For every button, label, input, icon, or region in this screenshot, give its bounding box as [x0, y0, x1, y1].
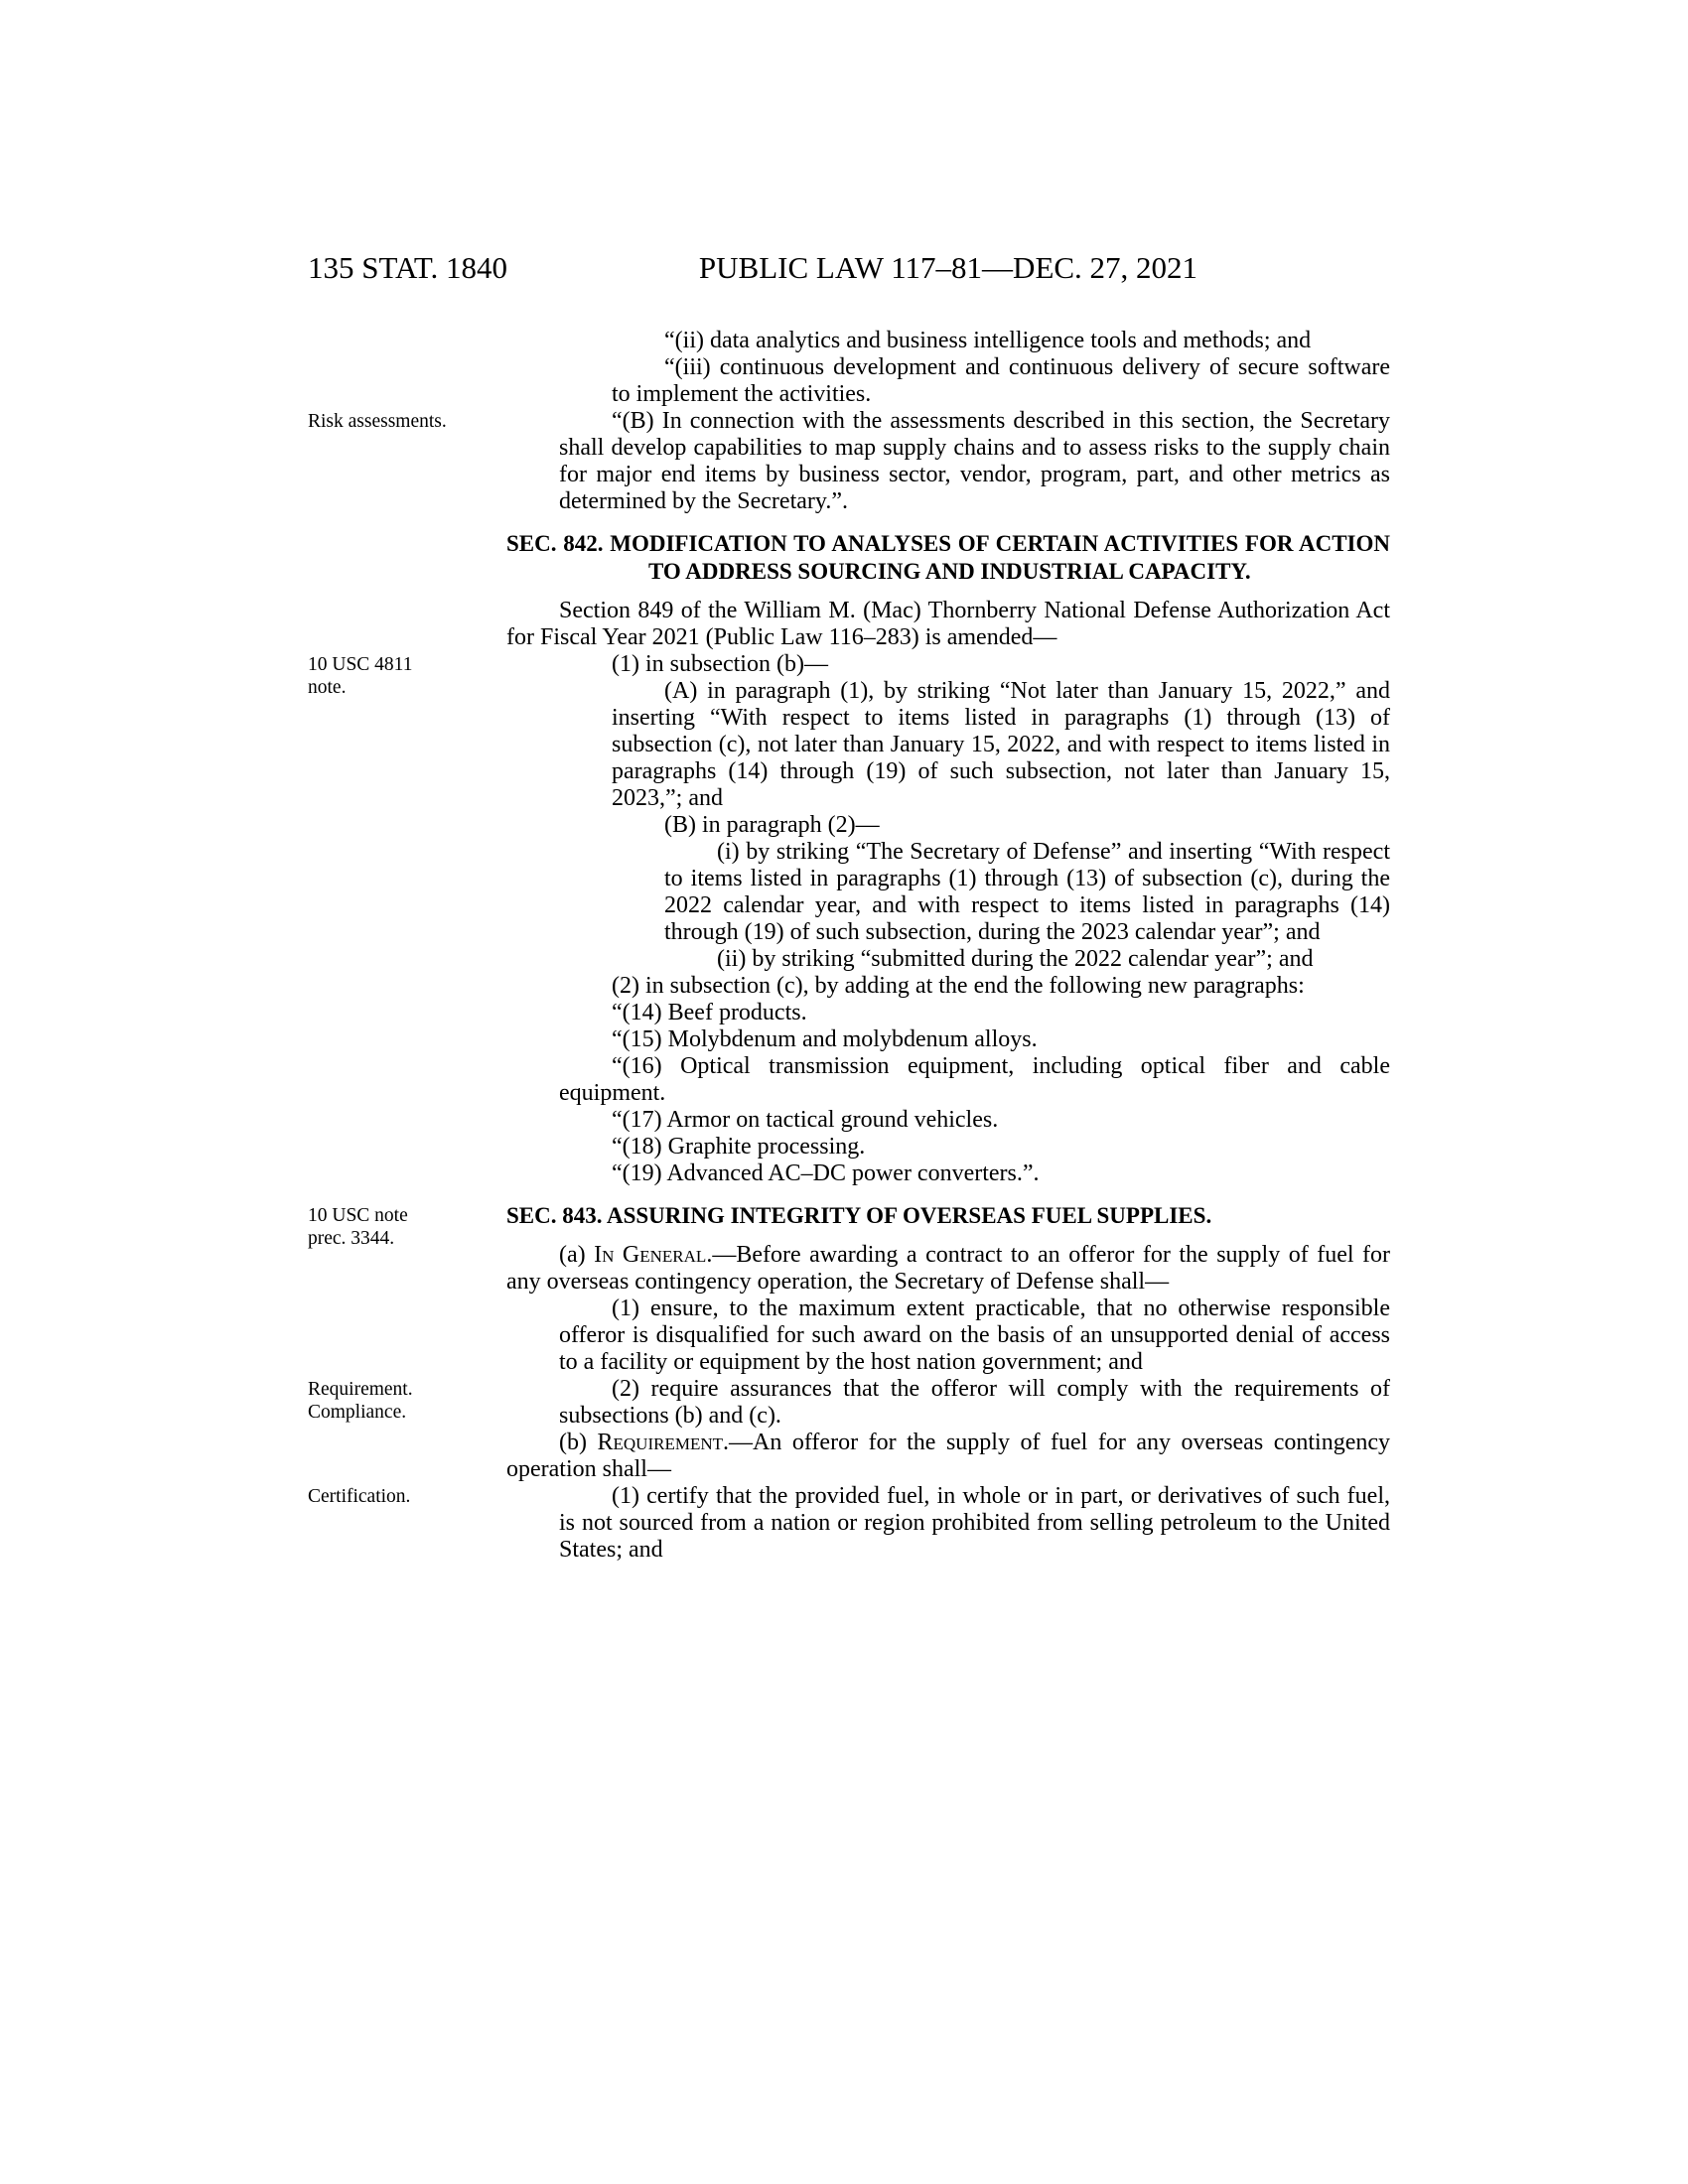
statute-paragraph [612, 328, 1390, 354]
text-run: “(19) Advanced AC–DC power converters.”. [612, 1160, 1040, 1186]
paragraph-block [506, 1430, 1390, 1483]
text-run: (b) [559, 1430, 598, 1455]
paragraph-block [506, 839, 1390, 946]
statute-body [308, 328, 1391, 1564]
law-title: PUBLIC LAW 117–81—DEC. 27, 2021 [698, 250, 1198, 285]
text-run: “(ii) data analytics and business intelligence tools and methods; and [664, 328, 1312, 353]
text-run: .—Before awarding a contract to an offeror for the supply of fuel for any overseas contingency operation, the Secretary of Defense shall— [506, 1242, 1391, 1295]
paragraph-block [506, 1134, 1390, 1160]
paragraph-block [506, 1026, 1390, 1053]
text-run: “(15) Molybdenum and molybdenum alloys. [612, 1026, 1038, 1052]
text-run: (1) ensure, to the maximum extent practicable, that no otherwise responsible offeror is disqualified for such award on the basis of an unsupported denial of access to a facility or equipment by the host nation government; and [559, 1296, 1390, 1375]
statute-paragraph [559, 1134, 1390, 1160]
paragraph-block [506, 1107, 1390, 1134]
section-block [308, 1202, 1390, 1249]
text-run: SEC. 842. MODIFICATION TO ANALYSES OF CERTAIN ACTIVITIES FOR ACTION TO ADDRESS SOURCING AND INDUSTRIAL CAPACITY. [506, 531, 1390, 584]
paragraph-block [506, 1000, 1390, 1026]
paragraph-block [308, 408, 1390, 515]
text-run: .—An offeror for the supply of fuel for any overseas contingency operation shall— [506, 1430, 1390, 1482]
paragraph-block [506, 651, 1390, 678]
text-run: (A) in paragraph (1), by striking “Not later than January 15, 2022,” and inserting “With respect to items listed in paragraphs (1) through (13) of subsection (c), not later than January 15, 2022, and with respect to items listed in paragraphs (14) through (19) of such subsection, not later than January 15, 2023,”; and [612, 678, 1390, 811]
paragraph-block [506, 812, 1390, 839]
statute-paragraph [506, 598, 1390, 651]
paragraph-block [506, 1242, 1390, 1296]
text-run: (i) by striking “The Secretary of Defense” and inserting “With respect to items listed in paragraphs (1) through (13) of subsection (c), during the 2022 calendar year, and with respect to items listed in paragraphs (14) through (19) of such subsection, during the 2023 calendar year”; and [664, 839, 1390, 945]
statute-paragraph [559, 1000, 1390, 1026]
text-run: (a) [559, 1242, 595, 1268]
statute-paragraph [612, 812, 1390, 839]
statute-paragraph [559, 1376, 1390, 1430]
statute-paragraph [559, 1026, 1390, 1053]
statute-paragraph [506, 1242, 1390, 1296]
text-run: “(iii) continuous development and continuous delivery of secure software to implement the activities. [612, 354, 1390, 407]
small-caps-run: Requirement [597, 1430, 724, 1455]
text-run: “(17) Armor on tactical ground vehicles. [612, 1107, 999, 1133]
text-run: “(18) Graphite processing. [612, 1134, 866, 1160]
statute-paragraph [612, 678, 1390, 812]
text-run: Section 849 of the William M. (Mac) Thornberry National Defense Authorization Act for Fiscal Year 2021 (Public Law 116–283) is amended— [506, 598, 1390, 650]
margin-note: Certification. [308, 1486, 411, 1507]
statute-paragraph [559, 1053, 1390, 1107]
margin-note: Requirement. Compliance. [308, 1379, 413, 1423]
statute-paragraph [559, 1483, 1390, 1564]
section-heading [506, 530, 1390, 586]
text-run: (ii) by striking “submitted during the 2022 calendar year”; and [717, 946, 1314, 972]
text-run: (B) in paragraph (2)— [664, 812, 880, 838]
paragraph-block [506, 678, 1390, 812]
paragraph-block [308, 1376, 1390, 1430]
text-run: “(14) Beef products. [612, 1000, 807, 1025]
text-run: SEC. 843. ASSURING INTEGRITY OF OVERSEAS FUEL SUPPLIES. [506, 1203, 1212, 1228]
statute-paragraph [559, 1107, 1390, 1134]
text-run: (1) in subsection (b)— [612, 651, 828, 677]
statute-paragraph [664, 839, 1390, 946]
paragraph-block [506, 1296, 1390, 1376]
text-run: (1) certify that the provided fuel, in whole or in part, or derivatives of such fuel, is not sourced from a nation or region prohibited from selling petroleum to the United States; and [559, 1483, 1390, 1563]
statute-paragraph [559, 1160, 1390, 1187]
statute-paragraph [506, 1430, 1390, 1483]
statute-paragraph [559, 1296, 1390, 1376]
section-heading [506, 1202, 1390, 1230]
paragraph-block [506, 1160, 1390, 1187]
margin-note: 10 USC note prec. 3344. [308, 1205, 408, 1249]
margin-note: 10 USC 4811 note. [308, 654, 413, 698]
small-caps-run: In General [594, 1242, 707, 1268]
text-run: “(B) In connection with the assessments described in this section, the Secretary shall develop capabilities to map supply chains and to assess risks to the supply chain for major end items by business sector, vendor, program, part, and other metrics as determined by the Secretary.”. [559, 408, 1390, 514]
statute-paragraph [559, 408, 1390, 515]
margin-note: Risk assessments. [308, 411, 447, 432]
stat-page-number: 135 STAT. 1840 [308, 250, 508, 285]
paragraph-block [506, 946, 1390, 973]
statute-paragraph [559, 973, 1390, 1000]
paragraph-block [506, 328, 1390, 354]
text-run: (2) in subsection (c), by adding at the end the following new paragraphs: [612, 973, 1305, 999]
paragraph-block [506, 354, 1390, 408]
text-run: “(16) Optical transmission equipment, including optical fiber and cable equipment. [559, 1053, 1390, 1106]
statute-paragraph [559, 651, 1390, 678]
section-block [506, 530, 1390, 586]
text-run: (2) require assurances that the offeror will comply with the requirements of subsections (b) and (c). [559, 1376, 1390, 1429]
paragraph-block [308, 1483, 1390, 1564]
statute-paragraph [612, 354, 1390, 408]
paragraph-block [506, 1053, 1390, 1107]
paragraph-block [506, 973, 1390, 1000]
statute-paragraph [664, 946, 1390, 973]
